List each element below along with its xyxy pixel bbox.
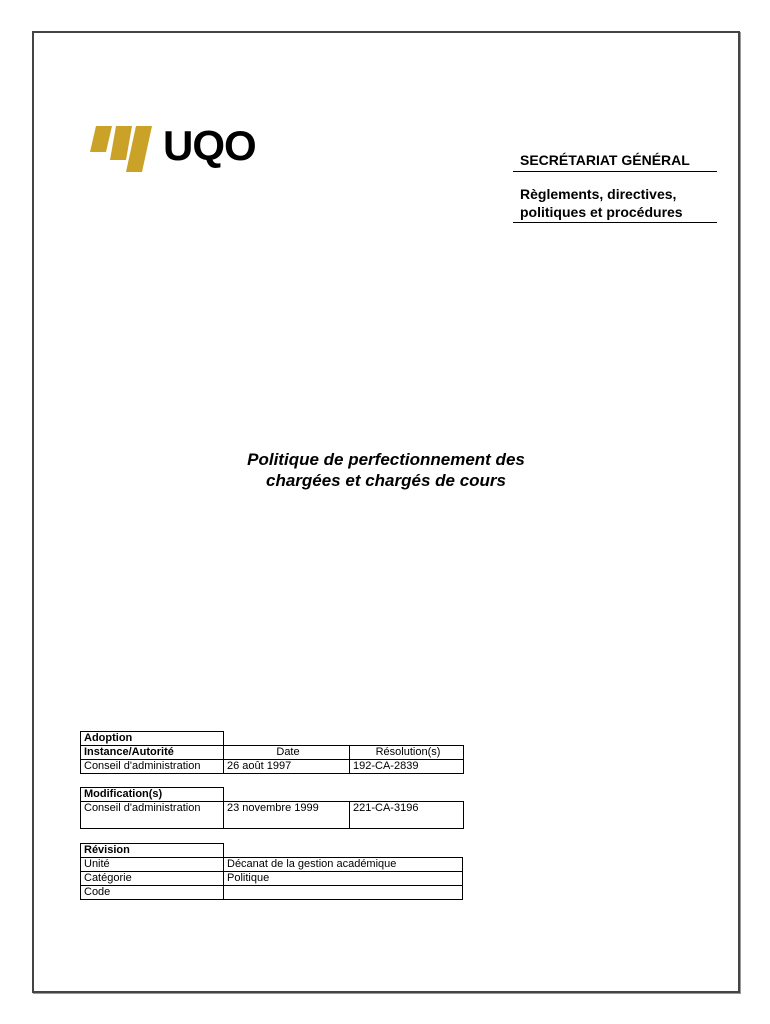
revision-table <box>80 843 463 900</box>
col-date: Date <box>224 746 350 760</box>
adoption-instance: Conseil d'administration <box>81 760 224 774</box>
modification-instance: Conseil d'administration <box>81 802 224 829</box>
adoption-heading: Adoption <box>81 732 224 746</box>
adoption-date: 26 août 1997 <box>224 760 350 774</box>
table-row <box>81 858 463 872</box>
subtitle-line-1: Règlements, directives, <box>520 186 677 202</box>
document-title <box>200 449 572 491</box>
revision-value: Décanat de la gestion académique <box>224 858 463 872</box>
col-instance: Instance/Autorité <box>81 746 224 760</box>
modification-date: 23 novembre 1999 <box>224 802 350 829</box>
title-line-2: chargées et chargés de cours <box>265 471 506 490</box>
logo-text: UQO <box>163 122 256 169</box>
modification-resolution: 221-CA-3196 <box>350 802 464 829</box>
revision-label: Catégorie <box>81 872 224 886</box>
revision-heading: Révision <box>81 844 224 858</box>
modification-table <box>80 787 464 829</box>
col-resolution: Résolution(s) <box>350 746 464 760</box>
revision-value: Politique <box>224 872 463 886</box>
table-row <box>81 886 463 900</box>
revision-label: Code <box>81 886 224 900</box>
adoption-table <box>80 731 464 774</box>
modification-heading: Modification(s) <box>81 788 224 802</box>
subtitle-line-2: politiques et procédures <box>520 204 683 220</box>
title-line-1: Politique de perfectionnement des <box>247 450 525 469</box>
adoption-resolution: 192-CA-2839 <box>350 760 464 774</box>
revision-label: Unité <box>81 858 224 872</box>
section-subtitle <box>513 185 717 223</box>
section-title: SECRÉTARIAT GÉNÉRAL <box>513 150 717 172</box>
revision-value <box>224 886 463 900</box>
table-row <box>81 872 463 886</box>
